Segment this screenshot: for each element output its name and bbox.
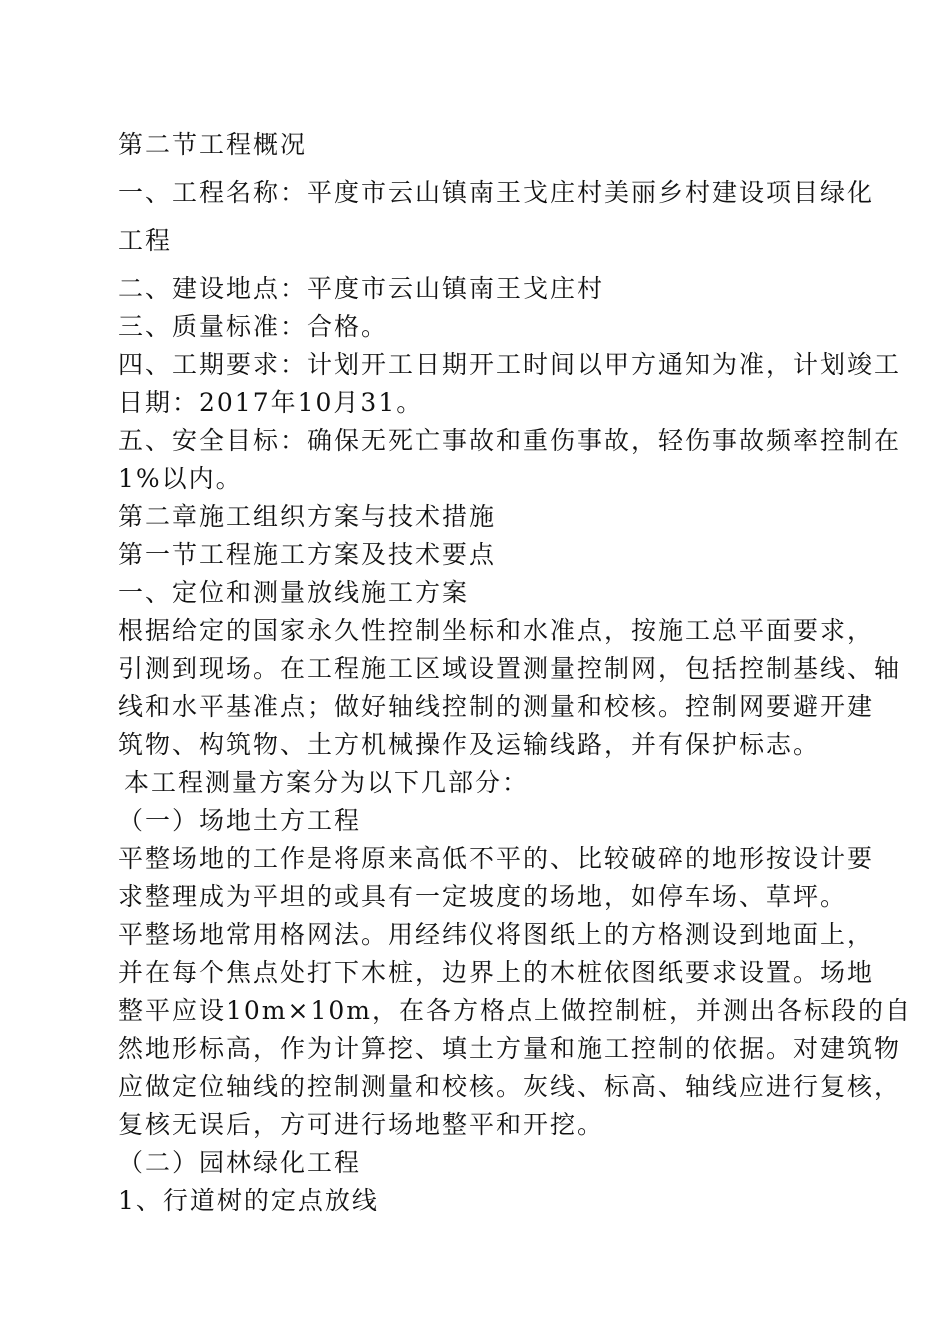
paragraph-line: 平整场地的工作是将原来高低不平的、比较破碎的地形按设计要 xyxy=(118,844,875,873)
item-heading: （一）场地土方工程 xyxy=(118,806,362,835)
schedule-line: 四、工期要求：计划开工日期开工时间以甲方通知为准，计划竣工 xyxy=(118,350,902,379)
project-name-line: 一、工程名称：平度市云山镇南王戈庄村美丽乡村建设项目绿化 xyxy=(118,178,875,207)
paragraph-line: 求整理成为平坦的或具有一定坡度的场地，如停车场、草坪。 xyxy=(118,882,848,911)
paragraph-line: 线和水平基准点；做好轴线控制的测量和校核。控制网要避开建 xyxy=(118,692,875,721)
paragraph-line: 复核无误后，方可进行场地整平和开挖。 xyxy=(118,1110,605,1139)
section-heading: 第二节工程概况 xyxy=(118,130,308,159)
safety-continued: 1%以内。 xyxy=(118,464,243,493)
paragraph-line: 引测到现场。在工程施工区域设置测量控制网，包括控制基线、轴 xyxy=(118,654,902,683)
paragraph-line: 根据给定的国家永久性控制坐标和水准点，按施工总平面要求， xyxy=(118,616,875,645)
paragraph-line: 然地形标高，作为计算挖、填土方量和施工控制的依据。对建筑物 xyxy=(118,1034,902,1063)
safety-line: 五、安全目标：确保无死亡事故和重伤事故，轻伤事故频率控制在 xyxy=(118,426,902,455)
quality-line: 三、质量标准：合格。 xyxy=(118,312,389,341)
location-line: 二、建设地点：平度市云山镇南王戈庄村 xyxy=(118,274,605,303)
project-name-continued: 工程 xyxy=(118,226,173,255)
paragraph-line: 应做定位轴线的控制测量和校核。灰线、标高、轴线应进行复核， xyxy=(118,1072,902,1101)
item-heading: 1、行道树的定点放线 xyxy=(118,1186,379,1215)
paragraph-line: 本工程测量方案分为以下几部分： xyxy=(124,768,530,797)
paragraph-line: 并在每个焦点处打下木桩，边界上的木桩依图纸要求设置。场地 xyxy=(118,958,875,987)
paragraph-line: 筑物、构筑物、土方机械操作及运输线路，并有保护标志。 xyxy=(118,730,821,759)
chapter-heading: 第二章施工组织方案与技术措施 xyxy=(118,502,497,531)
paragraph-line: 整平应设10m×10m，在各方格点上做控制桩，并测出各标段的自 xyxy=(118,996,912,1025)
schedule-date-line: 日期：2017年10月31。 xyxy=(118,388,424,417)
section-heading-2: 第一节工程施工方案及技术要点 xyxy=(118,540,497,569)
subsection-heading: 一、定位和测量放线施工方案 xyxy=(118,578,470,607)
item-heading: （二）园林绿化工程 xyxy=(118,1148,362,1177)
paragraph-line: 平整场地常用格网法。用经纬仪将图纸上的方格测设到地面上， xyxy=(118,920,875,949)
document-page xyxy=(118,126,912,1220)
